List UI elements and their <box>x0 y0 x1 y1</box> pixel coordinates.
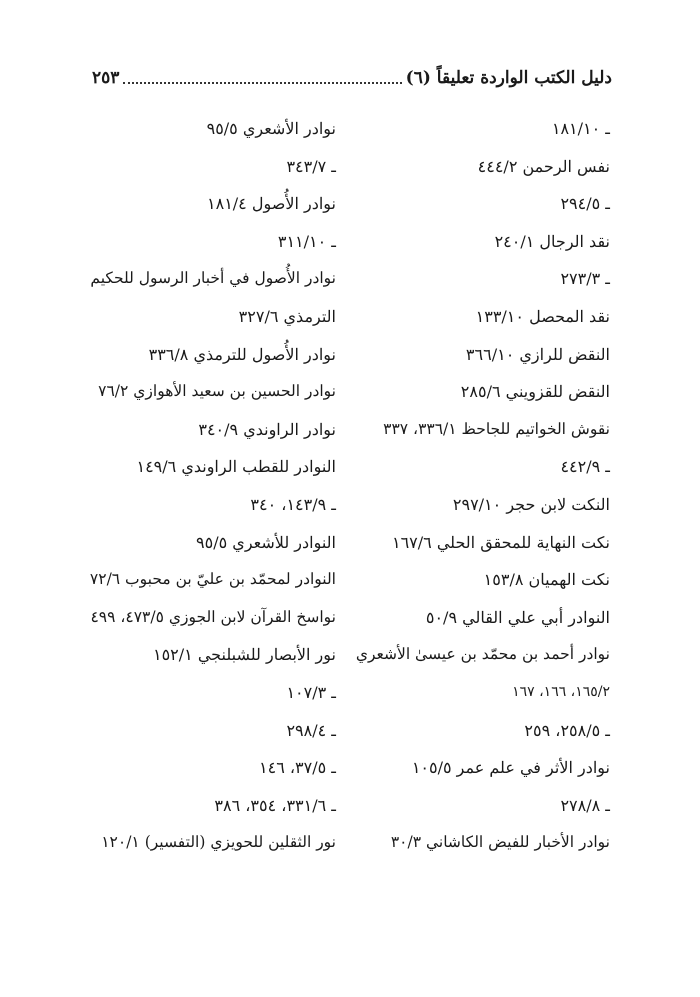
index-entry: ـ ١٤٣/٩، ٣٤٠ <box>250 494 336 514</box>
running-title: دليل الكتب الواردة تعليقاً (٦) <box>405 68 612 88</box>
index-entry: الترمذي ٣٢٧/٦ <box>238 306 336 326</box>
index-entry: ـ ٣٣١/٦، ٣٥٤، ٣٨٦ <box>214 795 336 815</box>
index-entry: ـ ٢٩٨/٤ <box>286 720 336 740</box>
index-entry: ـ ١٨١/١٠ <box>551 119 610 138</box>
index-entry: ـ ٢٥٨/٥، ٢٥٩ <box>524 720 610 740</box>
leader-dots <box>123 78 401 84</box>
index-entry: ـ ٣١١/١٠ <box>277 231 336 251</box>
index-entry: نوادر الأخبار للفيض الكاشاني ٣٠/٣ <box>390 833 610 852</box>
index-entry: نور الأبصار للشبلنجي ١٥٢/١ <box>152 645 336 665</box>
index-entry: نقد الرجال ٢٤٠/١ <box>494 231 610 251</box>
index-entry: النقض للرازي ٣٦٦/١٠ <box>465 344 610 364</box>
index-entry: النوادر أبي علي القالي ٥٠/٩ <box>425 607 610 627</box>
index-column-left <box>89 110 336 862</box>
index-entry: النوادر للأشعري ٩٥/٥ <box>196 532 336 552</box>
index-entry: نواسخ القرآن لابن الجوزي ٤٧٣/٥، ٤٩٩ <box>90 607 336 626</box>
index-entry: النوادر لمحمّد بن عليّ بن محبوب ٧٢/٦ <box>89 570 336 589</box>
index-entry: نكت الهميان ١٥٣/٨ <box>483 570 610 590</box>
index-entry: نوادر الأثر في علم عمر ١٠٥/٥ <box>411 758 610 778</box>
index-entry: نقد المحصل ١٣٣/١٠ <box>475 306 610 326</box>
index-entry: نوادر الراوندي ٣٤٠/٩ <box>198 419 336 439</box>
index-entry: النكت لابن حجر ٢٩٧/١٠ <box>452 494 610 514</box>
page-number: ٢٥٣ <box>92 68 120 88</box>
index-entry: ـ ٢٧٣/٣ <box>560 269 610 289</box>
index-entry: نور الثقلين للحويزي (التفسير) ١٢٠/١ <box>101 833 336 852</box>
index-entry: ـ ٤٤٢/٩ <box>560 457 610 477</box>
index-entry: ـ ٢٧٨/٨ <box>560 795 610 815</box>
index-entry: نوادر الأُصول في أخبار الرسول للحكيم <box>90 269 336 288</box>
index-entry: نوادر الأُصول للترمذي ٣٣٦/٨ <box>148 344 336 364</box>
index-entry: نوادر الأُصول ١٨١/٤ <box>207 194 336 214</box>
index-entry: نوادر الحسين بن سعيد الأهوازي ٧٦/٢ <box>98 382 336 401</box>
index-column-right <box>355 110 610 862</box>
index-entry: نوادر أحمد بن محمّد بن عيسىٰ الأشعري <box>355 645 610 664</box>
index-entry: النوادر للقطب الراوندي ١٤٩/٦ <box>136 457 336 477</box>
index-entry: نقوش الخواتيم للجاحظ ٣٣٦/١، ٣٣٧ <box>383 419 610 438</box>
index-entry: نكت النهاية للمحقق الحلي ١٦٧/٦ <box>391 532 610 552</box>
index-entry: النقض للقزويني ٢٨٥/٦ <box>460 382 610 402</box>
index-entry: نفس الرحمن ٤٤٤/٢ <box>477 156 610 176</box>
running-header <box>92 64 612 92</box>
index-entry: ـ ١٠٧/٣ <box>286 682 336 702</box>
index-entry: نوادر الأشعري ٩٥/٥ <box>206 119 336 138</box>
index-entry: ـ ٢٩٤/٥ <box>560 194 610 214</box>
index-entry: ـ ٣٧/٥، ١٤٦ <box>259 758 336 778</box>
index-entry: ـ ٣٤٣/٧ <box>286 156 336 176</box>
index-entry: ١٦٥/٢، ١٦٦، ١٦٧ <box>512 683 610 700</box>
